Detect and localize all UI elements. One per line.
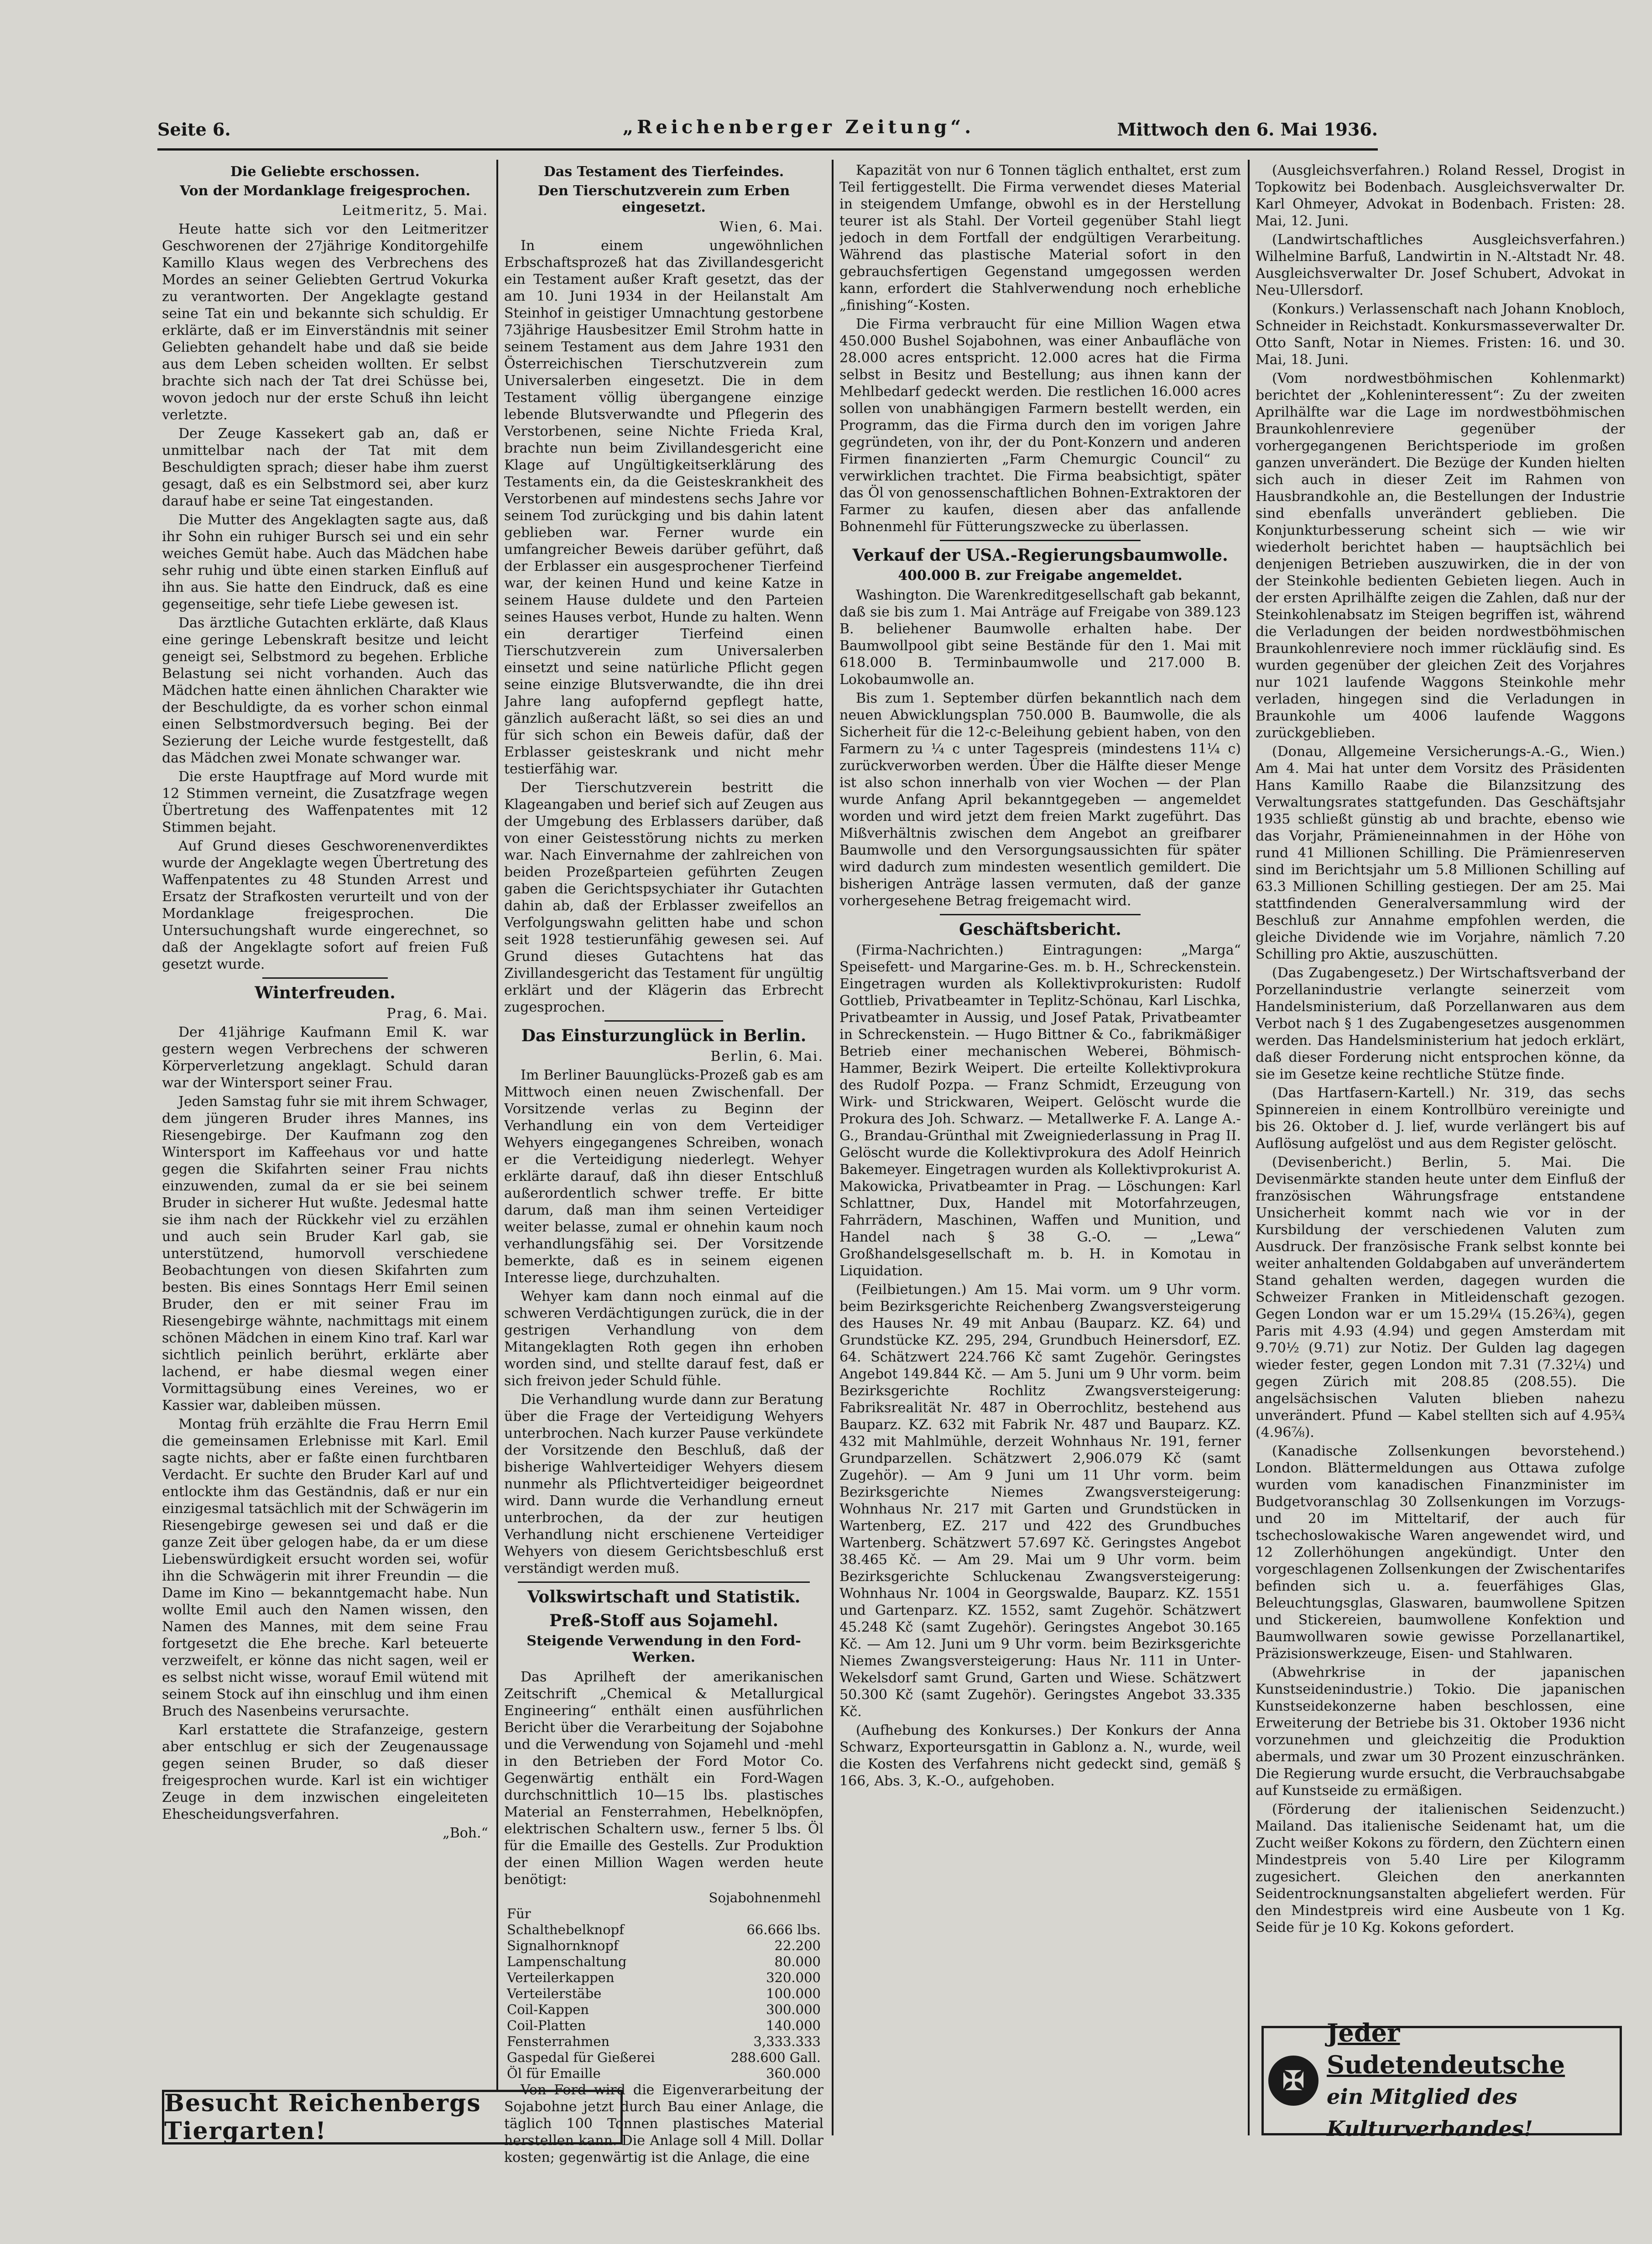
paragraph: (Abwehrkrise in der japanischen Kunstseidenindustrie.) Tokio. Die japanischen Kunstseidekonzerne haben beschlossen, eine Erweiterung der Betriebe bis 31. Oktober 1936 nicht vorzunehmen und gleichzeitig die Produktion abermals, und zwar um 30 Prozent einzuschränken. Die Regierung wurde ersucht, die Verbrauchsabgabe auf Kunstseide zu ermäßigen. xyxy=(1256,1665,1625,1799)
table-cell-label: Öl für Emaille xyxy=(507,2066,601,2081)
table-row xyxy=(504,2034,823,2050)
article-subtitle-geliebte: Von der Mordanklage freigesprochen. xyxy=(180,183,470,199)
paragraph: Kapazität von nur 6 Tonnen täglich enthaltet, erst zum Teil fertiggestellt. Die Firma verwendet dieses Material in steigendem Umfange, obwohl es in der Herstellung teurer ist als Stahl. Der Vorteil gegenüber Stahl liegt jedoch in dem Fortfall der endgültigen Verarbeitung. Während das plastische Material sofort in den gebrauchsfertigen Gegenstand umgegossen werden kann, erfordert die Stahlverwendung noch erhebliche „finishing“-Kosten. xyxy=(839,162,1241,313)
article-subtitle-verkauf: 400.000 B. zur Freigabe angemeldet. xyxy=(898,568,1183,584)
newspaper-title: „Reichenberger Zeitung“. xyxy=(623,116,975,138)
section-divider xyxy=(605,1020,723,1022)
table-cell-label: Lampenschaltung xyxy=(507,1954,627,1969)
paragraph: Das ärztliche Gutachten erklärte, daß Klaus eine geringe Lebenskraft besitze und leicht geneigt sei, Selbstmord zu begehen. Erbliche Belastung sei nicht vorhanden. Auch das Mädchen hatte einen ähnlichen Charakter wie der Beschuldigte, da es vorher schon einmal einen Selbstmordversuch beging. Bei der Sezierung der Leiche wurde festgestellt, daß das Mädchen zwei Monate schwanger war. xyxy=(162,615,488,766)
table-cell-value: 100.000 xyxy=(766,1986,821,2001)
issue-date: Mittwoch den 6. Mai 1936. xyxy=(1117,119,1378,140)
paragraph: (Vom nordwestböhmischen Kohlenmarkt) berichtet der „Kohleninteressent“: Zu der zweiten Aprilhälfte war die Lage im nordwestböhmischen Braunkohlenreviere gegenüber der vorhergegangenen Berichtsperiode im großen ganzen unverändert. Die Bezüge der Kunden hielten sich auch in dieser Zeit im Rahmen von Hausbrandkohle an, die Bestellungen der Industrie sind ebenfalls unverändert geblieben. Die Konjunkturbesserung scheint sich — wie wir wiederholt berichtet haben — hauptsächlich bei denjenigen Betrieben auszuwirken, die in der von der Steinkohle bedienten Gebieten liegen. Auch in der ersten Aprilhälfte zeigen die Zahlen, daß nur der Steinkohlenabsatz im Steigen begriffen ist, während die Verladungen der beiden nordwestböhmischen Braunkohlenreviere noch immer rückläufig sind. Es wurden gegenüber der gleichen Zeit des Vorjahres nur 1021 laufende Waggons Steinkohle mehr verladen, hingegen sind die Verladungen in Braunkohle um 4006 laufende Waggons zurückgeblieben. xyxy=(1256,371,1625,741)
ad-line-2: ein Mitglied des Kulturverbandes! xyxy=(1327,2084,1533,2141)
column-3 xyxy=(839,162,1241,2202)
paragraph: Washington. Die Warenkreditgesellschaft gab bekannt, daß sie bis zum 1. Mai Anträge auf Freigabe von 389.123 B. beliehener Baumwolle erhalten habe. Der Baumwollpool gibt seine Bestände für den 1. Mai mit 618.000 B. Terminbaumwolle und 217.000 B. Lokobaumwolle an. xyxy=(839,587,1241,688)
dateline: Berlin, 6. Mai. xyxy=(710,1049,823,1065)
dateline: Leitmeritz, 5. Mai. xyxy=(342,203,488,219)
table-row xyxy=(504,1922,823,1938)
table-cell-label: Coil-Kappen xyxy=(507,2002,589,2017)
article-title-geliebte: Die Geliebte erschossen. xyxy=(230,164,420,180)
paragraph: (Landwirtschaftliches Ausgleichsverfahren.) Wilhelmine Barfuß, Landwirtin in N.-Altstadt Nr. 48. Ausgleichsverwalter Dr. Josef Schubert, Advokat in Neu-Ullersdorf. xyxy=(1256,232,1625,298)
paragraph: Montag früh erzählte die Frau Herrn Emil die gemeinsamen Erlebnisse mit Karl. Emil sagte nichts, aber er faßte einen furchtbaren Verdacht. Er suchte den Bruder Karl auf und entlockte ihm das Geständnis, daß er nur ein einzigesmal tatsächlich mit der Schwägerin im Riesengebirge gewesen sei und daß er die ganze Zeit über gelogen habe, da er um diese Liebenswürdigkeit ersucht worden sei, wofür ihn die Schwägerin mit ihrer Freundin — die Dame im Kino — bekanntgemacht habe. Nun wollte Emil auch den Namen wissen, den Namen des Mannes, mit dem seine Frau fortgesetzt die Ehe breche. Karl beteuerte verzweifelt, er könne das nicht sagen, weil er es selbst nicht wisse, worauf Emil wütend mit seinem Stock auf ihn einschlug und ihm einen Bruch des Nasenbeins verursachte. xyxy=(162,1416,488,1719)
column-divider xyxy=(496,160,498,2135)
paragraph: Die Firma verbraucht für eine Million Wagen etwa 450.000 Bushel Sojabohnen, was einer Anbaufläche von 28.000 acres entspricht. 12.000 acres hat die Firma selbst in Besitz und Bestellung; aus ihnen kann der Mehlbedarf gedeckt werden. Die restlichen 16.000 acres sollen von unabhängigen Farmern bestellt werden, ein Programm, das die Firma durch den im vorigen Jahre gegründeten, von ihr, der du Pont-Konzern und anderen Firmen finanzierten „Farm Chemurgic Council“ zu verwirklichen trachtet. Die Firma beabsichtigt, später das Öl von genossenschaftlichen Bohnen-Extraktoren der Farmer zu kaufen, diesen aber das anfallende Bohnenmehl für Fütterungszwecke zu überlassen. xyxy=(839,316,1241,535)
author-signature: „Boh.“ xyxy=(443,1825,488,1841)
table-cell-value: 66.666 lbs. xyxy=(746,1922,821,1937)
paragraph: Von Ford wird die Eigenverarbeitung der Sojabohne jetzt durch Bau einer Anlage, die täglich 100 Tonnen plastisches Material herstellen kann. Die Anlage soll 4 Mill. Dollar kosten; gegenwärtig ist die Anlage, die eine xyxy=(504,2082,823,2166)
paragraph: (Konkurs.) Verlassenschaft nach Johann Knobloch, Schneider in Reichstadt. Konkursmasseverwalter Dr. Otto Sanft, Notar in Niemes. Fristen: 16. und 30. Mai, 18. Juni. xyxy=(1256,301,1625,368)
table-row xyxy=(504,2018,823,2034)
ad-line-1: Jeder Sudetendeutsche xyxy=(1327,2018,1565,2079)
table-cell-label: Für xyxy=(507,1906,531,1921)
column-divider xyxy=(832,160,834,2135)
table-cell-value: 320.000 xyxy=(766,1970,821,1985)
table-cell-value: 300.000 xyxy=(766,2002,821,2017)
paragraph: (Das Hartfasern-Kartell.) Nr. 319, das sechs Spinnereien in einem Kontrollbüro vereinigte und bis 26. Oktober d. J. lief, wurde verlängert bis auf Auflösung aufgelöst und aus dem Register gelöscht. xyxy=(1256,1085,1625,1152)
paragraph: Heute hatte sich vor den Leitmeritzer Geschworenen der 27jährige Konditorgehilfe Kamillo Klaus wegen des Verbrechens des Mordes an seiner Geliebten Gertrud Vokurka zu verantworten. Der Angeklagte gestand seine Tat ein und bekannte sich schuldig. Er erklärte, daß er im Einverständnis mit seiner Geliebten gehandelt habe und daß sie beide aus dem Leben scheiden wollten. Er selbst brachte sich nach der Tat drei Schüsse bei, wovon jedoch nur der erste Schuß ihn leicht verletzte. xyxy=(162,221,488,423)
table-cell-label: Fensterrahmen xyxy=(507,2034,610,2049)
paragraph: (Devisenbericht.) Berlin, 5. Mai. Die Devisenmärkte standen heute unter dem Einfluß der französischen Währungsfrage entstandene Unsicherheit kommt nach wie vor in der Kursbildung der verschiedenen Valuten zum Ausdruck. Der französische Frank selbst konnte bei weiter anhaltenden Goldabgaben auf unverändertem Stand gehalten werden, dagegen wurden die Schweizer Franken in Mitleidenschaft gezogen. Gegen London war er um 15.29¼ (15.26¾), gegen Paris mit 4.93 (4.94) und gegen Amsterdam mit 9.70½ (9.71) zur Notiz. Der Gulden lag dagegen wieder fester, gegen London mit 7.31 (7.32¼) und gegen Zürich mit 208.85 (208.55). Die angelsächsischen Valuten blieben nahezu unverändert. Pfund — Kabel stellten sich auf 4.95¾ (4.96⅞). xyxy=(1256,1154,1625,1440)
section-divider xyxy=(262,977,388,979)
kulturverband-advertisement xyxy=(1261,2018,1622,2141)
article-title-winter: Winterfreuden. xyxy=(255,983,396,1002)
article-title-verkauf: Verkauf der USA.-Regierungsbaumwolle. xyxy=(852,546,1228,565)
table-row xyxy=(504,1938,823,1954)
paragraph: (Das Zugabengesetz.) Der Wirtschaftsverband der Porzellanindustrie verlangte seinerzeit vom Handelsministerium, daß Porzellanwaren aus dem Verbot nach § 1 des Zugabengesetzes ausgenommen werden. Das Handelsministerium hat jedoch erklärt, daß dieser Forderung nicht entsprochen könne, da sie im Gesetze keine rechtliche Stütze finde. xyxy=(1256,965,1625,1082)
soy-requirements-table xyxy=(504,1890,823,2082)
table-row xyxy=(504,1986,823,2002)
column-1 xyxy=(162,162,488,2078)
table-cell-value: 80.000 xyxy=(774,1954,821,1969)
article-title-testament: Das Testament des Tierfeindes. xyxy=(543,164,784,180)
paragraph: Der 41jährige Kaufmann Emil K. war gestern wegen Verbrechens der schweren Körperverletzung angeklagt. Schuld daran war der Wintersport seiner Frau. xyxy=(162,1024,488,1091)
paragraph: (Firma-Nachrichten.) Eintragungen: „Marga“ Speisefett- und Margarine-Ges. m. b. H., Schreckenstein. Eingetragen wurden als Kollektivprokuristen: Rudolf Gottlieb, Privatbeamter in Teplitz-Schönau, Karl Lischka, Privatbeamter in Aussig, und Josef Patak, Privatbeamter in Schreckenstein. — Hugo Bittner & Co., fabrikmäßiger Betrieb einer mechanischen Weberei, Böhmisch-Hammer, Bezirk Weipert. Die erteilte Kollektivprokura des Rudolf Pozpa. — Franz Schmidt, Erzeugung von Wirk- und Strickwaren, Weipert. Gelöscht wurde die Prokura des Joh. Schwarz. — Metallwerke F. A. Lange A.-G., Brandau-Grünthal mit Zweigniederlassung in Prag II. Gelöscht wurde die Kollektivprokura des Adolf Heinrich Bakemeyer. Eingetragen wurden als Kollektivprokurist A. Makowicka, Privatbeamter in Prag. — Löschungen: Karl Schlattner, Dux, Handel mit Motorfahrzeugen, Fahrrädern, Maschinen, Waffen und Munition, und Handel nach § 38 G.-O. — „Lewa“ Großhandelsgesellschaft m. b. H. in Komotau in Liquidation. xyxy=(839,942,1241,1279)
column-2 xyxy=(504,162,823,2202)
table-header: Sojabohnenmehl xyxy=(709,1890,821,1905)
page-number: Seite 6. xyxy=(157,119,231,140)
paragraph: (Förderung der italienischen Seidenzucht.) Mailand. Das italienische Seidenamt hat, um die Zucht weißer Kokons zu fördern, den Züchtern einen Mindestpreis von 5.40 Lire per Kilogramm zugesichert. Gleichen den anerkannten Seidentrocknungsanstalten abgeliefert werden. Für den Mindestpreis wird eine Ausbeute von 1 Kg. Seide für je 10 Kg. Kokons gefordert. xyxy=(1256,1801,1625,1936)
paragraph: (Donau, Allgemeine Versicherungs-A.-G., Wien.) Am 4. Mai hat unter dem Vorsitz des Präsidenten Hans Kamillo Raabe die Bilanzsitzung des Verwaltungsrates stattgefunden. Das Geschäftsjahr 1935 schließt günstig ab und brachte, ebenso wie das Vorjahr, Prämieneinnahmen in der Höhe von rund 41 Millionen Schilling. Die Prämienreserven sind im Berichtsjahr um 5.8 Millionen Schilling auf 63.3 Millionen Schilling gestiegen. Der am 25. Mai stattfindenden Generalversammlung wird der Beschluß zur Annahme empfohlen werden, die gleiche Dividende wie im Vorjahre, nämlich 7.20 Schilling pro Aktie, auszuschütten. xyxy=(1256,744,1625,962)
article-title-pressstoff: Preß-Stoff aus Sojamehl. xyxy=(549,1611,778,1630)
dateline: Wien, 6. Mai. xyxy=(719,219,823,235)
paragraph: Der Zeuge Kassekert gab an, daß er unmittelbar nach der Tat mit dem Beschuldigten sprach; dieser habe ihm zuerst gesagt, daß es ein Selbstmord sei, aber kurz darauf habe er seine Tat eingestanden. xyxy=(162,426,488,509)
header-rule xyxy=(157,148,1378,151)
article-subtitle-pressstoff: Steigende Verwendung in den Ford-Werken. xyxy=(526,1633,801,1665)
paragraph: Die erste Hauptfrage auf Mord wurde mit 12 Stimmen verneint, die Zusatzfrage wegen Übertretung des Waffenpatentes mit 12 Stimmen bejaht. xyxy=(162,769,488,835)
paragraph: Der Tierschutzverein bestritt die Klageangaben und berief sich auf Zeugen aus der Umgebung des Erblassers darüber, daß von einer Geistesstörung nichts zu merken war. Nach Einvernahme der zahlreichen von beiden Prozeßparteien geführten Zeugen gaben die Gerichtspsychiater ihr Gutachten dahin ab, daß der Erblasser zweifellos an Verfolgungswahn gelitten habe und schon seit 1928 testierunfähig gewesen sei. Auf Grund dieses Gutachtens hat das Zivillandesgericht das Testament für ungültig erklärt und der Klägerin das Erbrecht zugesprochen. xyxy=(504,780,823,1015)
table-row xyxy=(504,1970,823,1986)
section-title-geschaeftsbericht: Geschäftsbericht. xyxy=(959,920,1121,939)
table-cell-value: 22.200 xyxy=(774,1938,821,1953)
table-cell-value: 288.600 Gall. xyxy=(730,2050,821,2065)
paragraph: (Feilbietungen.) Am 15. Mai vorm. um 9 Uhr vorm. beim Bezirksgerichte Reichenberg Zwangsversteigerung des Hauses Nr. 49 mit Anbau (Bauparz. KZ. 64) und Grundstücke KZ. 295, 294, Grundbuch Heinersdorf, EZ. 64. Schätzwert 224.766 Kč samt Zugehör. Geringstes Angebot 149.844 Kč. — Am 5. Juni um 9 Uhr vorm. beim Bezirksgerichte Rochlitz Zwangsversteigerung: Fabriksrealität Nr. 487 in Oberrochlitz, bestehend aus Bauparz. KZ. 632 mit Fabrik Nr. 487 und Bauparz. KZ. 432 mit Mahlmühle, derzeit Wohnhaus Nr. 191, ferner Grundparzellen. Schätzwert 2,906.079 Kč (samt Zugehör). — Am 9 Juni um 11 Uhr vorm. beim Bezirksgerichte Niemes Zwangsversteigerung: Wohnhaus Nr. 217 mit Garten und Grundstücken in Wartenberg, EZ. 217 und 422 des Grundbuches Wartenberg. Schätzwert 57.697 Kč. Geringstes Angebot 38.465 Kč. — Am 29. Mai um 9 Uhr vorm. beim Bezirksgerichte Schluckenau Zwangsversteigerung: Wohnhaus Nr. 1004 in Georgswalde, Bauparz. KZ. 1551 und Gartenparz. KZ. 1552, samt Zugehör. Schätzwert 45.248 Kč (samt Zugehör). Geringstes Angebot 30.165 Kč. — Am 12. Juni um 9 Uhr vorm. beim Bezirksgerichte Niemes Zwangsversteigerung: Haus Nr. 111 in Unter-Wekelsdorf samt Grund, Garten und Wiese. Schätzwert 50.300 Kč (samt Zugehör). Geringstes Angebot 33.335 Kč. xyxy=(839,1282,1241,1720)
paragraph: In einem ungewöhnlichen Erbschaftsprozeß hat das Zivillandesgericht ein Testament außer Kraft gesetzt, das der am 10. Juni 1934 in der Heilanstalt Am Steinhof in geistiger Umnachtung gestorbene 73jährige Hausbesitzer Emil Strohm hatte in seinem Testament aus dem Jahre 1931 den Österreichischen Tierschutzverein zum Universalerben eingesetzt. Die in dem Testament völlig übergangene einzige lebende Blutsverwandte und Pflegerin des Verstorbenen, seine Nichte Frieda Kral, brachte nun beim Zivillandesgericht eine Klage auf Ungültigkeitserklärung des Testaments ein, da die Geisteskrankheit des Verstorbenen auf mindestens sechs Jahre vor seinem Tod zurückging und bis dahin latent geblieben war. Ferner wurde ein umfangreicher Beweis darüber geführt, daß der Erblasser ein ausgesprochener Tierfeind war, der keinen Hund und keine Katze in seinem Hause duldete und den Parteien seines Hauses verbot, Hunde zu halten. Wenn ein derartiger Tierfeind einen Tierschutzverein zum Universalerben einsetzt und seine natürliche Pflicht gegen seine einzige Blutsverwandte, die ihn drei Jahre lang aufopfernd gepflegt hatte, gänzlich außeracht läßt, so sei dies an und für sich schon ein Beweis dafür, daß der Erblasser geisteskrank und nicht mehr testierfähig war. xyxy=(504,238,823,777)
table-row xyxy=(504,2066,823,2082)
article-subtitle-testament: Den Tierschutzverein zum Erben eingesetzt. xyxy=(537,183,790,215)
paragraph: (Aufhebung des Konkurses.) Der Konkurs der Anna Schwarz, Exporteursgattin in Gablonz a. N., wurde, weil die Kosten des Verfahrens nicht gedeckt sind, gemäß § 166, Abs. 3, K.-O., aufgehoben. xyxy=(839,1722,1241,1789)
table-cell-value: 140.000 xyxy=(766,2018,821,2033)
section-divider xyxy=(940,540,1141,541)
table-cell-label: Schalthebelknopf xyxy=(507,1922,624,1937)
table-cell-value: 360.000 xyxy=(766,2066,821,2081)
paragraph: Karl erstattete die Strafanzeige, gestern aber entschlug er sich der Zeugenaussage gegen seinen Bruder, so daß dieser freigesprochen wurde. Karl ist ein wichtiger Zeuge in dem inzwischen eingeleiteten Ehescheidungsverfahren. xyxy=(162,1722,488,1822)
paragraph: Bis zum 1. September dürfen bekanntlich nach dem neuen Abwicklungsplan 750.000 B. Baumwolle, die als Sicherheit für die 12-c-Beleihung gebient haben, von den Farmern zu ¼ c unter Tagespreis (mindestens 11¼ c) zurückverworben werden. Über die Hälfte dieser Menge ist also schon innerhalb von vier Wochen — der Plan wurde Anfang April bekanntgegeben — angemeldet worden und wird jetzt dem freien Markt zugeführt. Das Mißverhältnis zwischen dem Angebot an greifbarer Baumwolle und den Versorgungsaussichten für später wird dadurch zum mindesten wesentlich gemildert. Die bisherigen Anträge lassen vermuten, daß der ganze vorhergesehene Betrag freigemacht wird. xyxy=(839,690,1241,909)
table-cell-label: Signalhornknopf xyxy=(507,1938,619,1953)
table-cell-label: Verteilerkappen xyxy=(507,1970,615,1985)
table-cell-label: Gaspedal für Gießerei xyxy=(507,2050,655,2065)
paragraph: Im Berliner Bauunglücks-Prozeß gab es am Mittwoch einen neuen Zwischenfall. Der Vorsitzende verlas zu Beginn der Verhandlung ein von dem Verteidiger Wehyers eingegangenes Schreiben, wonach er die Verteidigung niederlegt. Wehyer erklärte darauf, daß ihn dieser Entschluß außerordentlich schwer treffe. Er bitte darum, daß man ihm seinen Verteidiger weiter belasse, zumal er ohnehin kaum noch verhandlungsfähig sei. Der Vorsitzende bemerkte, daß es in seinem eigenen Interesse liege, durchzuhalten. xyxy=(504,1067,823,1286)
paragraph: (Kanadische Zollsenkungen bevorstehend.) London. Blättermeldungen aus Ottawa zufolge wurden vom kanadischen Finanzminister im Budgetvoranschlag 30 Zollsenkungen im Vorzugs- und 20 im Mitteltarif, der auch für tschechoslowakische Waren angewendet wird, und 12 Zollerhöhungen angekündigt. Unter den vorgeschlagenen Zollsenkungen der Zwischentarifes befinden sich u. a. feuerfähiges Glas, Beleuchtungsglas, Glaswaren, baumwollene Spitzen und Stickereien, baumwollene Konfektion und Baumwollwaren sowie gewisse Porzellanartikel, Präzisionswerkzeuge, Eisen- und Stahlwaren. xyxy=(1256,1443,1625,1662)
paragraph: Jeden Samstag fuhr sie mit ihrem Schwager, dem jüngeren Bruder ihres Mannes, ins Riesengebirge. Der Kaufmann zog den Wintersport im Kaffeehaus vor und hatte gegen die Skifahrten seiner Frau nichts einzuwenden, zumal da er sie bei seinem Bruder in sicherer Hut wußte. Jedesmal hatte sie ihm nach der Rückkehr viel zu erzählen und auch sein Bruder Karl gab, sie unterstützend, humorvoll verschiedene Beobachtungen von diesen Skifahrten zum besten. Bis eines Sonntags Herr Emil seinen Bruder, den er mit seiner Frau im Riesengebirge wähnte, nachmittags mit einem schönen Mädchen in einem Kino traf. Karl war sichtlich peinlich berührt, erklärte aber lachend, er habe diesmal wegen einer Vormittagsübung eines Vereines, wo er Kassier war, dableiben müssen. xyxy=(162,1094,488,1414)
section-divider xyxy=(940,914,1141,915)
table-row xyxy=(504,2002,823,2018)
paragraph: (Ausgleichsverfahren.) Roland Ressel, Drogist in Topkowitz bei Bodenbach. Ausgleichsverwalter Dr. Karl Ohmeyer, Advokat in Bodenbach. Fristen: 28. Mai, 12. Juni. xyxy=(1256,162,1625,229)
paragraph: Die Mutter des Angeklagten sagte aus, daß ihr Sohn ein ruhiger Bursch sei und ein sehr weiches Gemüt habe. Auch das Mädchen habe sehr ruhig und übte einen starken Einfluß auf ihn aus. Sie hatte den Eindruck, daß es eine gegenseitige, sehr tiefe Liebe gewesen ist. xyxy=(162,512,488,612)
table-cell-label: Verteilerstäbe xyxy=(507,1986,602,2001)
table-row xyxy=(504,2050,823,2066)
section-title-volkswirtschaft: Volkswirtschaft und Statistik. xyxy=(527,1587,801,1607)
paragraph: Auf Grund dieses Geschworenenverdiktes wurde der Angeklagte wegen Übertretung des Waffenpatentes zu 48 Stunden Arrest und Ersatz der Strafkosten verurteilt und von der Mordanklage freigesprochen. Die Untersuchungshaft wurde eingerechnet, so daß der Angeklagte sofort auf freien Fuß gesetzt wurde. xyxy=(162,838,488,972)
table-cell-value: 3,333.333 xyxy=(753,2034,821,2049)
column-divider xyxy=(1248,160,1250,2135)
tiergarten-banner: Besucht Reichenbergs Tiergarten! xyxy=(162,2090,623,2145)
table-row xyxy=(504,1954,823,1970)
column-4 xyxy=(1256,162,1625,2014)
paragraph: Das Aprilheft der amerikanischen Zeitschrift „Chemical & Metallurgical Engineering“ enthält einen ausführlichen Bericht über die Verarbeitung der Sojabohne und die Verwendung von Sojamehl und -mehl in den Betrieben der Ford Motor Co. Gegenwärtig enthält ein Ford-Wagen durchschnittlich 10—15 lbs. plastisches Material an Fensterrahmen, Hebelknöpfen, elektrischen Schaltern usw., ferner 5 lbs. Öl für die Emaille des Gestells. Zur Produktion der einen Million Wagen werden heute benötigt: xyxy=(504,1669,823,1888)
paragraph: Die Verhandlung wurde dann zur Beratung über die Frage der Verteidigung Wehyers unterbrochen. Nach kurzer Pause verkündete der Vorsitzende den Beschluß, daß der bisherige Wahlverteidiger Wehyers diesem nunmehr als Pflichtverteidiger beigeordnet wird. Dann wurde die Verhandlung erneut unterbrochen, da der zur heutigen Verhandlung nicht erschienene Verteidiger Wehyers von diesem Gerichtsbeschluß erst verständigt werden muß. xyxy=(504,1392,823,1576)
dateline: Prag, 6. Mai. xyxy=(386,1006,488,1022)
section-divider xyxy=(518,1581,810,1583)
kulturverband-emblem-icon: ✠ xyxy=(1268,2056,1318,2106)
table-cell-value xyxy=(701,1906,823,1922)
paragraph: Wehyer kam dann noch einmal auf die schweren Verdächtigungen zurück, die in der gestrigen Verhandlung von dem Mitangeklagten Roth gegen ihn erhoben worden sind, und stellte darauf fest, daß er sich freivon jeder Schuld fühle. xyxy=(504,1289,823,1389)
page-header xyxy=(157,116,1378,144)
article-title-einsturz: Das Einsturzunglück in Berlin. xyxy=(521,1026,807,1045)
table-cell-label: Coil-Platten xyxy=(507,2018,586,2033)
table-row xyxy=(504,1906,823,1922)
